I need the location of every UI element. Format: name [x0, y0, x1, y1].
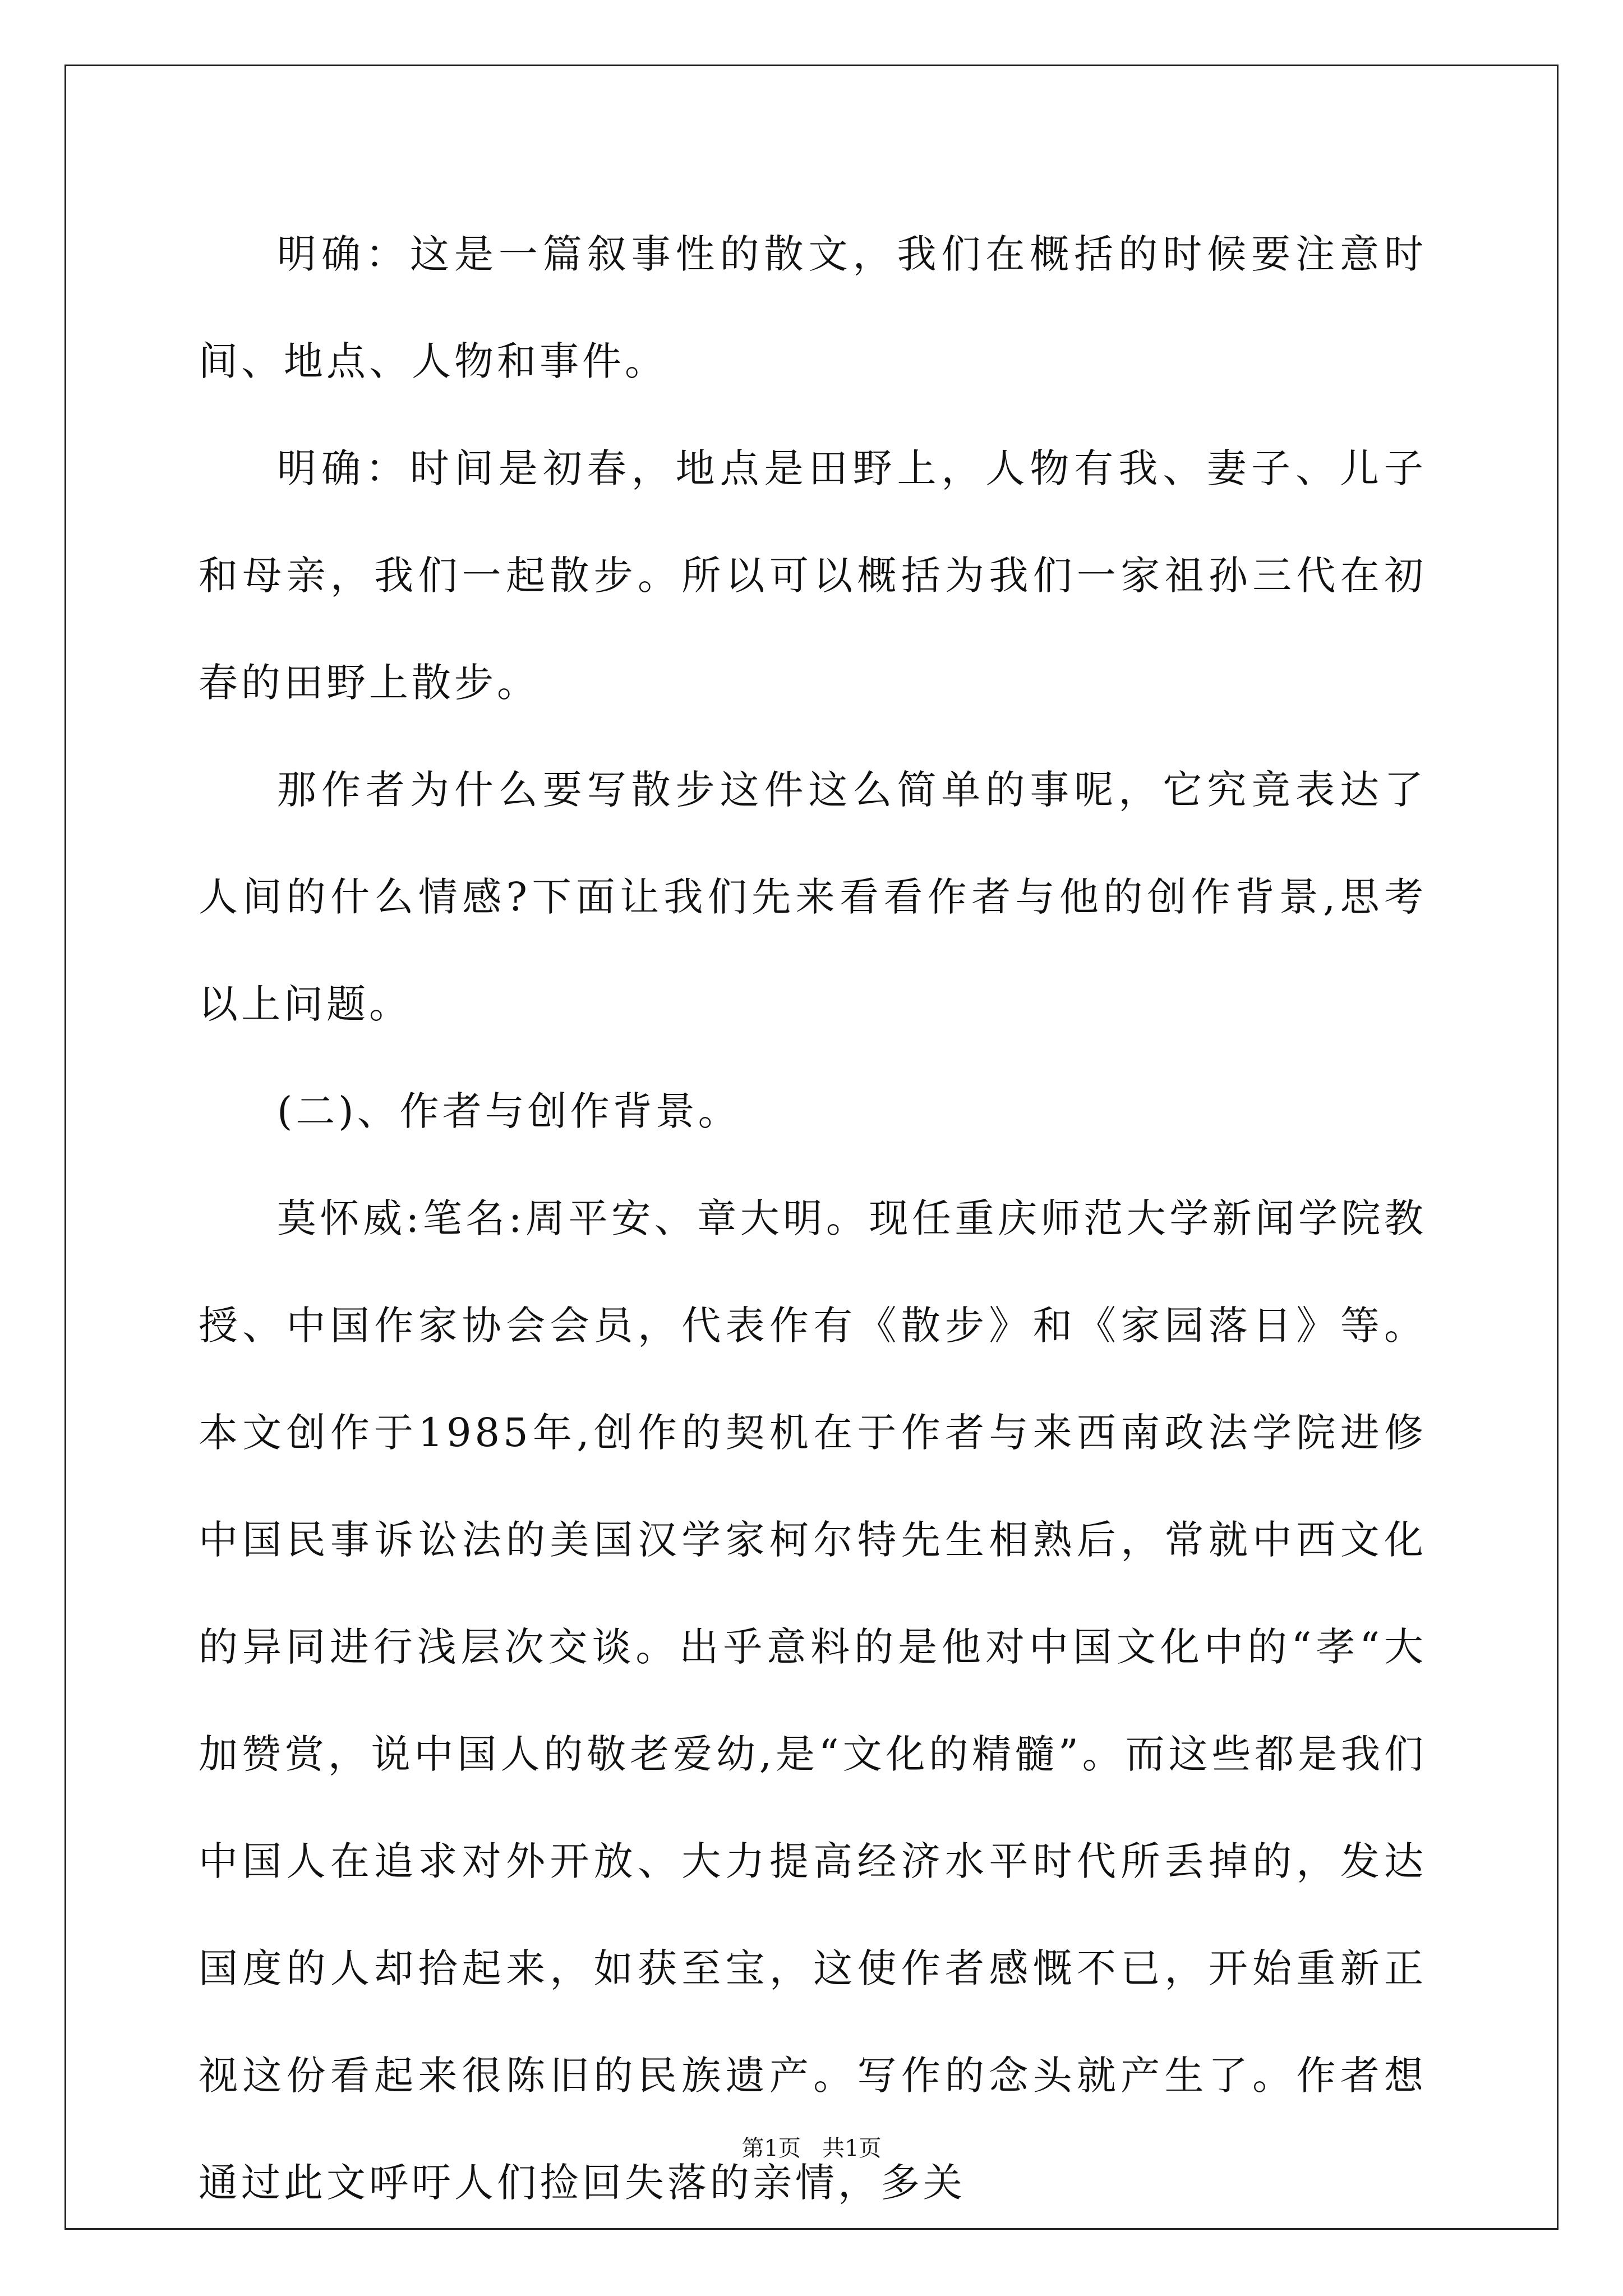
- document-body: [199, 201, 1427, 2237]
- paragraph: 莫怀威:笔名:周平安、章大明。现任重庆师范大学新闻学院教授、中国作家协会会员，代表作有《散步》和《家园落日》等。本文创作于1985年,创作的契机在于作者与来西南政法学院进修中国民事诉讼法的美国汉学家柯尔特先生相熟后，常就中西文化的异同进行浅层次交谈。出乎意料的是他对中国文化中的“孝“大加赞赏，说中国人的敬老爱幼,是“文化的精髓”。而这些都是我们中国人在追求对外开放、大力提高经济水平时代所丢掉的，发达国度的人却拾起来，如获至宝，这使作者感慨不已，开始重新正视这份看起来很陈旧的民族遗产。写作的念头就产生了。作者想通过此文呼吁人们捡回失落的亲情，多关: [199, 1195, 1427, 2206]
- page-total: 共1页: [822, 2136, 882, 2161]
- page-footer: [0, 2134, 1623, 2162]
- paragraph: 那作者为什么要写散步这件这么简单的事呢，它究竟表达了人间的什么情感?下面让我们先来看看作者与他的创作背景,思考以上问题。: [199, 767, 1427, 1027]
- paragraph: (二)、作者与创作背景。: [277, 1088, 741, 1134]
- paragraph: 明确：时间是初春，地点是田野上，人物有我、妻子、儿子和母亲，我们一起散步。所以可以概括为我们一家祖孙三代在初春的田野上散步。: [199, 445, 1427, 706]
- page-number: 第1页: [741, 2136, 801, 2161]
- paragraph: 明确：这是一篇叙事性的散文，我们在概括的时候要注意时间、地点、人物和事件。: [199, 231, 1427, 384]
